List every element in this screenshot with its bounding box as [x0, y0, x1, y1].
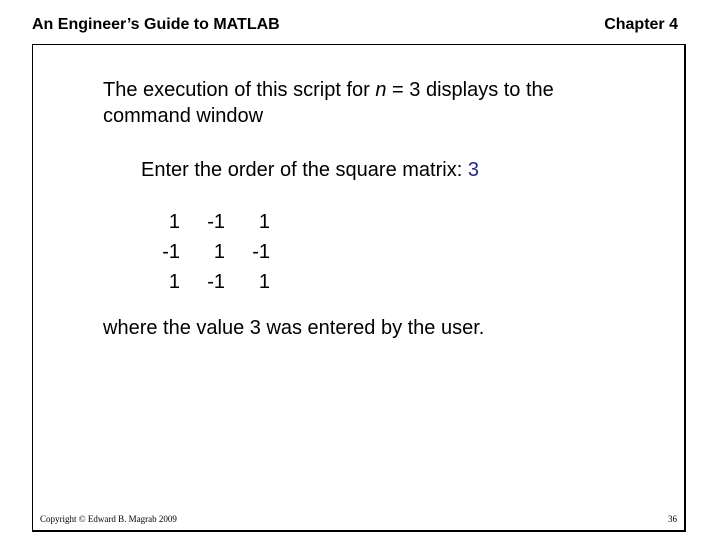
matrix-cell: -1 [207, 271, 225, 293]
intro-line-1-pre: The execution of this script for [103, 79, 376, 101]
matrix-row [135, 237, 270, 267]
intro-paragraph [103, 77, 554, 129]
matrix-cell: 1 [258, 211, 270, 233]
matrix-row [135, 207, 270, 237]
header-chapter: Chapter 4 [604, 16, 678, 33]
matrix-cell: 1 [168, 211, 180, 233]
prompt-user-input: 3 [467, 159, 479, 181]
page-number: 36 [668, 514, 677, 524]
matrix-cell: 1 [258, 271, 270, 293]
prompt-text: Enter the order of the square matrix: [141, 159, 468, 181]
matrix-cell: -1 [252, 241, 270, 263]
command-prompt [141, 157, 479, 183]
variable-n: n [375, 79, 387, 101]
matrix-row [135, 267, 270, 297]
intro-line-1-post: = 3 displays to the [386, 79, 554, 101]
header-title: An Engineer’s Guide to MATLAB [32, 16, 280, 33]
conclusion-text: where the value 3 was entered by the user. [103, 317, 485, 339]
matrix-cell: 1 [168, 271, 180, 293]
matrix-output [135, 207, 270, 297]
intro-line-2: command window [103, 105, 264, 127]
matrix-cell: 1 [213, 241, 225, 263]
matrix-cell: -1 [207, 211, 225, 233]
matrix-cell: -1 [162, 241, 180, 263]
intro-line-1 [103, 77, 554, 103]
copyright-notice: Copyright © Edward B. Magrab 2009 [40, 514, 177, 524]
